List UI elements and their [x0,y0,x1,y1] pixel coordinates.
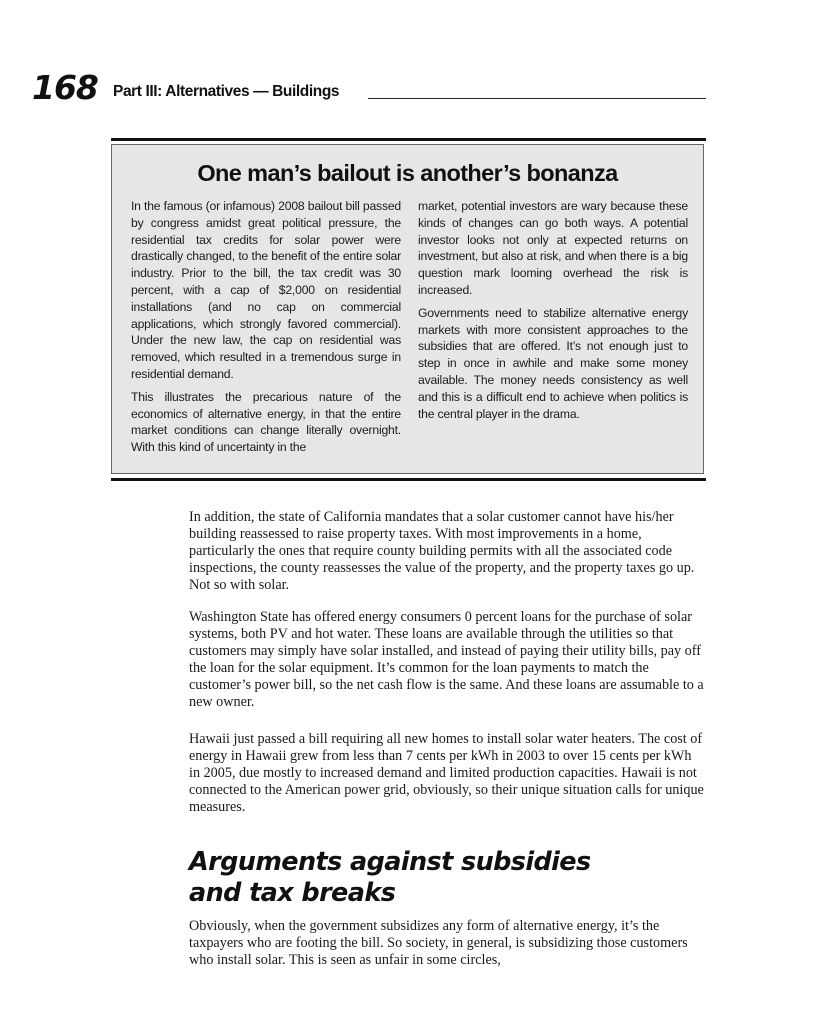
sidebar-bottom-rule [111,478,706,481]
paragraph-text: Hawaii just passed a bill requiring all new homes to install solar water heaters. The cost of energy in Hawaii grew from less than 7 cents per kWh in 2003 to over 15 cents per kWh in 2005, due mostly to increased demand and limited production capacities. Hawaii is not connected to the American power grid, obviously, so their unique situation calls for unique measures. [189,731,704,816]
sidebar-box [111,144,704,474]
running-head: Part III: Alternatives — Buildings [113,83,340,100]
sidebar-top-rule [111,138,706,141]
sidebar-right-column [418,198,688,428]
paragraph-text: In addition, the state of California mandates that a solar customer cannot have his/her building reassessed to raise property taxes. With most improvements in a home, particularly the ones that require county building permits with all the associated code inspections, the county reassesses the value of the property, and the property taxes go up. Not so with solar. [189,509,695,594]
sidebar-paragraph: In the famous (or infamous) 2008 bailout bill passed by congress amidst great political pressure, the residential tax credits for solar power were drastically changed, to the benefit of the entire solar industry. Prior to the bill, the tax credit was 30 percent, with a cap of $2,000 on residential installations (and no cap on commercial applications, which strongly favored commercial). Under the new law, the cap on residential was removed, which resulted in a tremendous surge in residential demand. [131,199,401,381]
page-number: 168 [32,68,98,107]
section-heading-line: Arguments against subsidies [189,847,591,877]
sidebar-title: One man’s bailout is another’s bonanza [197,160,618,186]
body-paragraph-california [189,509,705,594]
sidebar-paragraph: This illustrates the precarious nature of the economics of alternative energy, in that the entire market conditions can change literally overnight. With this kind of uncertainty in the [131,389,401,455]
section-heading [189,847,709,909]
sidebar-paragraph: market, potential investors are wary because these kinds of changes can go both ways. A potential investor looks not only at expected returns on investment, but also at risk, and when there is a big question mark looming overhead the risk is increased. [418,199,688,297]
sidebar-paragraph: Governments need to stabilize alternative energy markets with more consistent approaches to the subsidies that are offered. It’s not enough just to step in once in awhile and make some money available. The money needs consistency as well and this is a difficult end to achieve when politics is the central player in the drama. [418,305,688,421]
section-heading-line: and tax breaks [189,878,396,908]
header-rule [368,98,706,99]
body-paragraph-arguments [189,918,705,969]
paragraph-text: Washington State has offered energy consumers 0 percent loans for the purchase of solar systems, both PV and hot water. These loans are available through the utilities so that customers may simply have solar installed, and instead of paying their utility bills, pay off the loan for the solar equipment. It’s common for the loan payments to match the customer’s power bill, so the net cash flow is the same. And these loans are assumable to a new owner. [189,609,704,711]
body-paragraph-washington [189,609,705,712]
body-paragraph-hawaii [189,731,705,816]
sidebar-left-column [131,198,401,462]
paragraph-text: Obviously, when the government subsidizes any form of alternative energy, it’s the taxpayers who are footing the bill. So society, in general, is subsidizing those customers who install solar. This is seen as unfair in some circles, [189,918,688,969]
